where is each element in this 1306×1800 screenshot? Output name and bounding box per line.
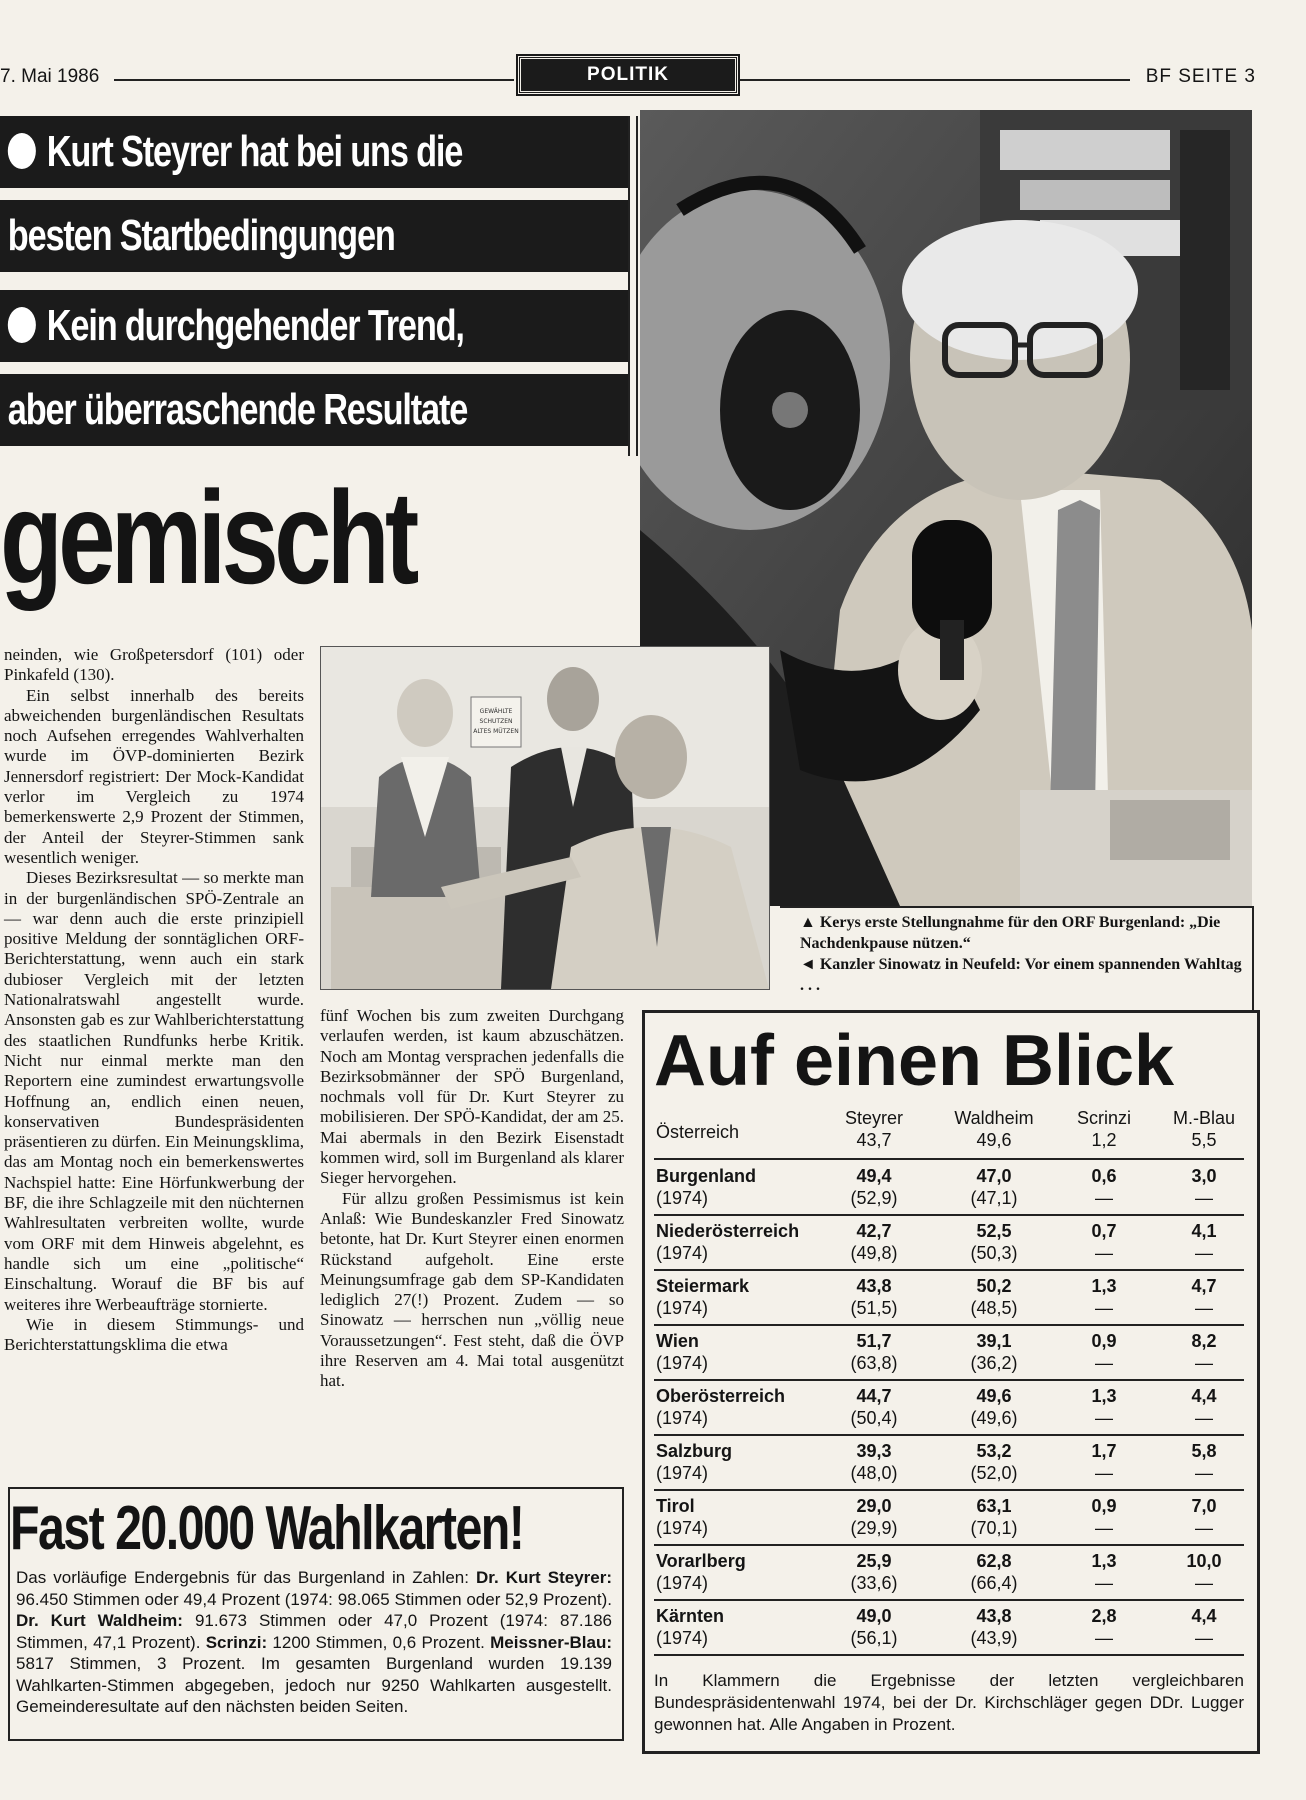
table-row [654,1602,1244,1656]
prev-value-cell: (56,1) [850,1628,898,1648]
value-cell: 0,9 [1091,1496,1117,1516]
prev-value-cell: (43,9) [970,1628,1018,1648]
table-row [654,1382,1244,1436]
prev-value-cell: (51,5) [850,1298,898,1318]
article-paragraph: Ein selbst innerhalb des bereits abweichenden burgenländischen Resultats noch Aufsehen erregendes Wahlverhalten wurde im ÖVP-dominierten Bezirk Jennersdorf registriert: Der Mock-Kandidat verlor im Vergleich zu 1974 bemerkenswerte 2,9 Prozent der Stimmen, der Anteil der Steyrer-Stimmen sank wesentlich weniger. [4,685,304,867]
region-year: (1974) [656,1628,709,1648]
prev-value-cell: (49,8) [850,1243,898,1263]
col-total: 43,7 [856,1130,892,1150]
prev-value-cell: — [1195,1628,1213,1648]
prev-value-cell: (29,9) [850,1518,898,1538]
value-cell: 2,8 [1091,1606,1117,1626]
value-cell: 49,0 [856,1606,892,1626]
col-header: Steyrer [844,1108,904,1128]
wahlkarten-text: Das vorläufige Endergebnis für das Burgenland in Zahlen: Dr. Kurt Steyrer: 96.450 Stimmen oder 49,4 Prozent (1974: 98.065 Stimmen oder 52,9 Prozent). Dr. Kurt Waldheim: 91.673 Stimmen oder 47,0 Prozent (1974: 87.186 Stimmen, 47,1 Prozent). Scrinzi: 1200 Stimmen, 0,6 Prozent. Meissner-Blau: 5817 Stimmen, 3 Prozent. Im gesamten Burgenland wurden 19.139 Wahlkarten-Stimmen abgegeben, jedoch nur 9250 Wahlkarten ausgestellt. Gemeinderesultate auf den nächsten beiden Seiten. [16,1568,613,1716]
region-year: (1974) [656,1518,709,1538]
value-cell: 8,2 [1191,1331,1217,1351]
caption-side-rule [1252,906,1258,1012]
wahlkarten-title: Fast 20.000 Wahlkarten! [10,1494,524,1563]
value-cell: 0,9 [1091,1331,1117,1351]
col-total: 5,5 [1191,1130,1217,1150]
region-year: (1974) [656,1243,709,1263]
region-name: Kärnten [656,1606,725,1626]
caption-rule [780,906,1252,908]
page-label: BF SEITE 3 [1145,66,1256,87]
header-rule-right [740,79,1130,81]
value-cell: 29,0 [856,1496,892,1516]
prev-value-cell: — [1195,1243,1213,1263]
value-cell: 62,8 [976,1551,1012,1571]
value-cell: 0,6 [1091,1166,1117,1186]
prev-value-cell: — [1095,1518,1113,1538]
article-paragraph: neinden, wie Großpetersdorf (101) oder Pinkafeld (130). [4,645,304,685]
prev-value-cell: (48,5) [970,1298,1018,1318]
region-year: (1974) [656,1408,709,1428]
prev-value-cell: — [1095,1243,1113,1263]
headline-bar-3 [0,290,628,362]
table-row [654,1547,1244,1601]
value-cell: 4,4 [1191,1386,1217,1406]
value-cell: 44,7 [856,1386,892,1406]
value-cell: 63,1 [976,1496,1012,1516]
prev-value-cell: — [1095,1628,1113,1648]
region-year: (1974) [656,1463,709,1483]
value-cell: 7,0 [1191,1496,1217,1516]
prev-value-cell: (33,6) [850,1573,898,1593]
prev-value-cell: — [1095,1298,1113,1318]
value-cell: 0,7 [1091,1221,1117,1241]
value-cell: 1,3 [1091,1386,1117,1406]
prev-value-cell: — [1195,1463,1213,1483]
value-cell: 5,8 [1191,1441,1217,1461]
caption-line-2: ◄ Kanzler Sinowatz in Neufeld: Vor einem spannenden Wahltag . . . [800,956,1242,994]
results-footnote: In Klammern die Ergebnisse der letzten vergleichbaren Bundespräsidentenwahl 1974, bei der Dr. Kirchschläger gegen DDr. Lugger gewonnen hat. Alle Angaben in Prozent. [654,1671,1244,1734]
article-column-left [4,645,304,1355]
prev-value-cell: — [1195,1298,1213,1318]
table-row [654,1217,1244,1271]
value-cell: 3,0 [1191,1166,1217,1186]
region-name: Tirol [656,1496,695,1516]
value-cell: 39,3 [856,1441,892,1461]
caption-line-1: ▲ Kerys erste Stellungnahme für den ORF Burgenland: „Die Nachdenkpause nützen.“ [800,914,1221,952]
prev-value-cell: — [1195,1573,1213,1593]
headline-bar-1 [0,116,628,188]
value-cell: 39,1 [976,1331,1012,1351]
prev-value-cell: — [1095,1408,1113,1428]
region-year: (1974) [656,1353,709,1373]
value-cell: 42,7 [856,1221,892,1241]
prev-value-cell: (47,1) [970,1188,1018,1208]
article-column-middle [320,1006,624,1392]
results-table-header [654,1108,1244,1160]
article-paragraph: Für allzu großen Pessimismus ist kein Anlaß: Wie Bundeskanzler Fred Sinowatz betonte, hat Dr. Kurt Steyrer einen enormen Rückstand aufgeholt. Eine erste Meinungsumfrage gab dem SP-Kandidaten lediglich 27(!) Prozent. Zudem — so Sinowatz — herrschen nun „völlig neue Voraussetzungen“. Fest steht, daß die ÖVP ihre Reserven am 4. Mai total ausgenützt hat. [320,1188,624,1391]
photo-caption [800,912,1246,996]
prev-value-cell: (36,2) [970,1353,1018,1373]
header-rule-left [114,79,514,81]
headline-bar-2 [0,200,628,272]
prev-value-cell: — [1095,1573,1113,1593]
table-row [654,1492,1244,1546]
prev-value-cell: — [1095,1353,1113,1373]
headline-text-2: besten Startbedingungen [7,211,395,260]
value-cell: 50,2 [976,1276,1012,1296]
value-cell: 25,9 [856,1551,892,1571]
table-row [654,1162,1244,1216]
region-name: Niederösterreich [656,1221,800,1241]
region-name: Vorarlberg [656,1551,746,1571]
table-row [654,1327,1244,1381]
value-cell: 1,7 [1091,1441,1117,1461]
bullet-icon [8,133,36,169]
headline-rule [628,116,638,456]
headline-text-1: Kurt Steyrer hat bei uns die [46,127,463,176]
value-cell: 4,1 [1191,1221,1217,1241]
region-name: Wien [656,1331,699,1351]
bullet-icon [8,307,36,343]
headline-text-3: Kein durchgehender Trend, [46,301,464,350]
section-label: POLITIK [518,56,738,94]
value-cell: 53,2 [976,1441,1012,1461]
region-name: Burgenland [656,1166,757,1186]
region-name: Salzburg [656,1441,733,1461]
prev-value-cell: — [1195,1188,1213,1208]
results-title: Auf einen Blick [654,1021,1175,1101]
issue-date: 7. Mai 1986 [0,66,100,87]
value-cell: 43,8 [856,1276,892,1296]
prev-value-cell: (66,4) [970,1573,1018,1593]
col-header: Scrinzi [1076,1108,1131,1128]
value-cell: 43,8 [976,1606,1012,1626]
value-cell: 47,0 [976,1166,1012,1186]
svg-text:SCHUTZEN: SCHUTZEN [479,718,513,725]
article-paragraph: fünf Wochen bis zum zweiten Durchgang verlaufen werden, ist kaum abzuschätzen. Noch am Montag versprachen jedenfalls die Bezirksobmänner der SPÖ Burgenland, nochmals voll für Dr. Kurt Steyrer zu mobilisieren. Der SPÖ-Kandidat, der am 25. Mai abermals in den Bezirk Eisenstadt kommen wird, soll im Burgenland als klarer Sieger hervorgehen. [320,1006,624,1188]
headline-text-4: aber überraschende Resultate [7,385,468,434]
prev-value-cell: (70,1) [970,1518,1018,1538]
prev-value-cell: — [1095,1463,1113,1483]
prev-value-cell: — [1195,1518,1213,1538]
value-cell: 49,6 [976,1386,1012,1406]
table-rule-top [654,1158,1244,1160]
col-total: 1,2 [1091,1130,1117,1150]
headline-bar-4 [0,374,628,446]
value-cell: 49,4 [856,1166,892,1186]
results-table-body [654,1162,1244,1662]
prev-value-cell: (52,0) [970,1463,1018,1483]
region-name: Oberösterreich [656,1386,786,1406]
photo-sinowatz-voting [320,646,770,990]
col-total: 49,6 [976,1130,1012,1150]
prev-value-cell: (49,6) [970,1408,1018,1428]
value-cell: 4,7 [1191,1276,1217,1296]
region-year: (1974) [656,1188,709,1208]
svg-text:ALTES MÜTZEN: ALTES MÜTZEN [473,728,519,735]
value-cell: 51,7 [856,1331,892,1351]
prev-value-cell: (48,0) [850,1463,898,1483]
value-cell: 1,3 [1091,1276,1117,1296]
prev-value-cell: — [1195,1353,1213,1373]
value-cell: 52,5 [976,1221,1012,1241]
article-paragraph: Dieses Bezirksresultat — so merkte man in der burgenländischen SPÖ-Zentrale an — war denn auch die erste prinzipiell positive Meldung der sonntäglichen ORF-Berichterstattung, wenn auch ein stark dubioser Vergleich mit der letzten Nationalratswahl angestellt wurde. Ansonsten gab es zur Wahlberichterstattung des staatlichen Rundfunks herbe Kritik. Nicht nur einmal merkte man den Reportern eine zumindest erwartungsvolle Hoffnung an, endlich einen neuen, konservativen Bundespräsidenten präsentieren zu dürfen. Ein Meinungsklima, das am Montag noch ein bemerkenswertes Nachspiel hatte: Eine Hörfunkwerbung der BF, die ihre Schlagzeile mit den nüchternen Wahlresultaten verbreiten wollte, wurde vom ORF mit dem Hinweis abgelehnt, es handle sich um eine „politische“ Einschaltung. Worauf die BF bis auf weiteres ihre Werbeaufträge stornierte. [4,868,304,1314]
prev-value-cell: (50,4) [850,1408,898,1428]
prev-value-cell: — [1195,1408,1213,1428]
table-row [654,1437,1244,1491]
col-header: Waldheim [954,1108,1034,1128]
header-region: Österreich [656,1122,740,1142]
prev-value-cell: (63,8) [850,1353,898,1373]
prev-value-cell: (50,3) [970,1243,1018,1263]
region-year: (1974) [656,1298,709,1318]
value-cell: 4,4 [1191,1606,1217,1626]
voting-photo-illustration [321,647,769,989]
prev-value-cell: — [1095,1188,1113,1208]
region-name: Steiermark [656,1276,750,1296]
col-header: M.-Blau [1172,1108,1235,1128]
voting-sign-text: GEWÄHLTE [479,708,513,715]
value-cell: 10,0 [1186,1551,1222,1571]
main-headline: gemischt [0,464,415,611]
prev-value-cell: (52,9) [850,1188,898,1208]
region-year: (1974) [656,1573,709,1593]
table-row [654,1272,1244,1326]
article-paragraph: Wie in diesem Stimmungs- und Berichterstattungsklima die etwa [4,1314,304,1355]
value-cell: 1,3 [1091,1551,1117,1571]
